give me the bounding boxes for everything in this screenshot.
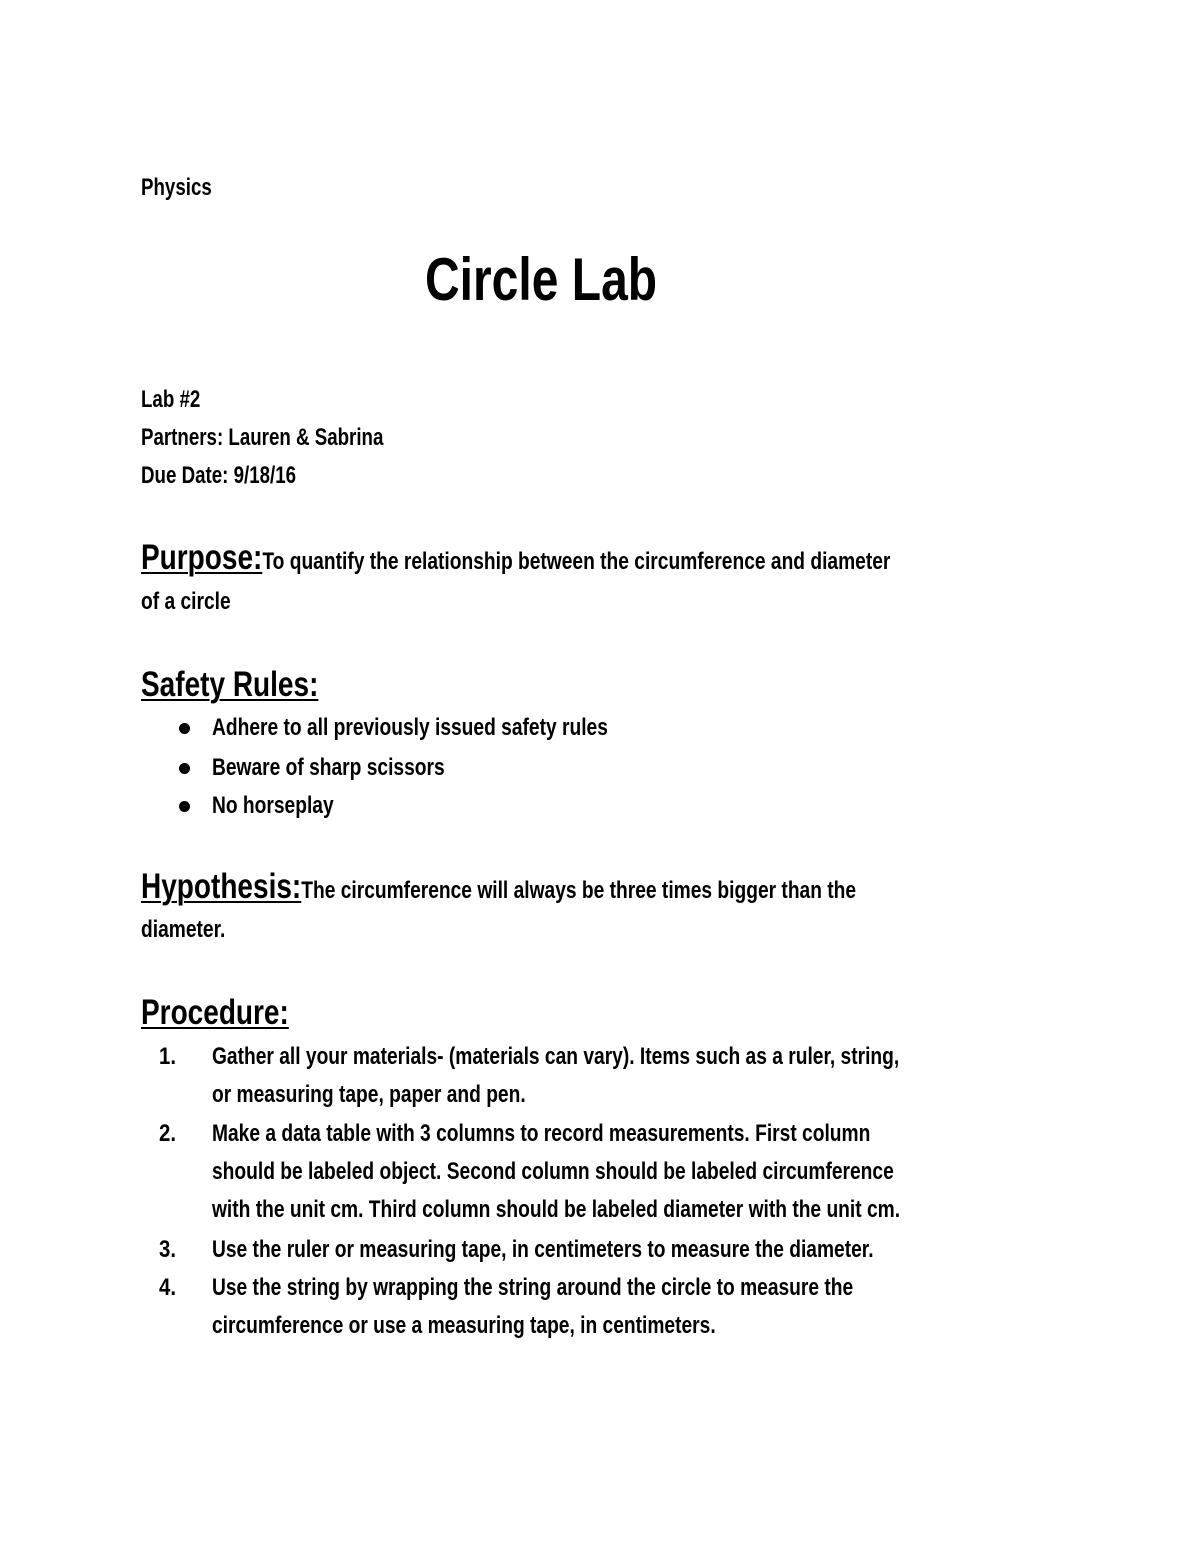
- purpose-text: To quantify the relationship between the circumference and diameter: [262, 548, 891, 575]
- bullet-icon: [179, 763, 190, 774]
- procedure-heading: Procedure:: [141, 993, 289, 1032]
- bullet-icon: [179, 723, 190, 734]
- purpose-text-continued: of a circle: [141, 588, 231, 615]
- hypothesis-line: [141, 867, 856, 907]
- safety-item: No horseplay: [212, 792, 334, 819]
- step-number: 3.: [159, 1236, 177, 1263]
- due-date: Due Date: 9/18/16: [141, 462, 297, 489]
- step-text: Gather all your materials- (materials can vary). Items such as a ruler, string,: [212, 1043, 900, 1070]
- step-text: should be labeled object. Second column should be labeled circumference: [212, 1158, 894, 1185]
- lab-number: Lab #2: [141, 386, 201, 413]
- hypothesis-text-continued: diameter.: [141, 916, 226, 943]
- purpose-line: [141, 538, 890, 578]
- safety-item: Adhere to all previously issued safety rules: [212, 714, 608, 741]
- step-number: 4.: [159, 1274, 177, 1301]
- step-text: Make a data table with 3 columns to record measurements. First column: [212, 1120, 871, 1147]
- hypothesis-heading: Hypothesis:: [141, 867, 302, 906]
- step-text: Use the string by wrapping the string around the circle to measure the: [212, 1274, 854, 1301]
- safety-heading-line: [141, 665, 318, 705]
- step-number: 2.: [159, 1120, 177, 1147]
- subject-label: Physics: [141, 174, 212, 201]
- step-text: with the unit cm. Third column should be labeled diameter with the unit cm.: [212, 1196, 901, 1223]
- step-text: Use the ruler or measuring tape, in centimeters to measure the diameter.: [212, 1236, 874, 1263]
- safety-heading: Safety Rules:: [141, 665, 319, 704]
- safety-item: Beware of sharp scissors: [212, 754, 445, 781]
- partners-line: Partners: Lauren & Sabrina: [141, 424, 384, 451]
- bullet-icon: [179, 801, 190, 812]
- hypothesis-text: The circumference will always be three times bigger than the: [301, 877, 857, 904]
- step-text: or measuring tape, paper and pen.: [212, 1081, 526, 1108]
- procedure-heading-line: [141, 993, 289, 1033]
- step-text: circumference or use a measuring tape, in centimeters.: [212, 1312, 716, 1339]
- step-number: 1.: [159, 1043, 177, 1070]
- page-title: Circle Lab: [425, 246, 658, 313]
- purpose-heading: Purpose:: [141, 538, 263, 577]
